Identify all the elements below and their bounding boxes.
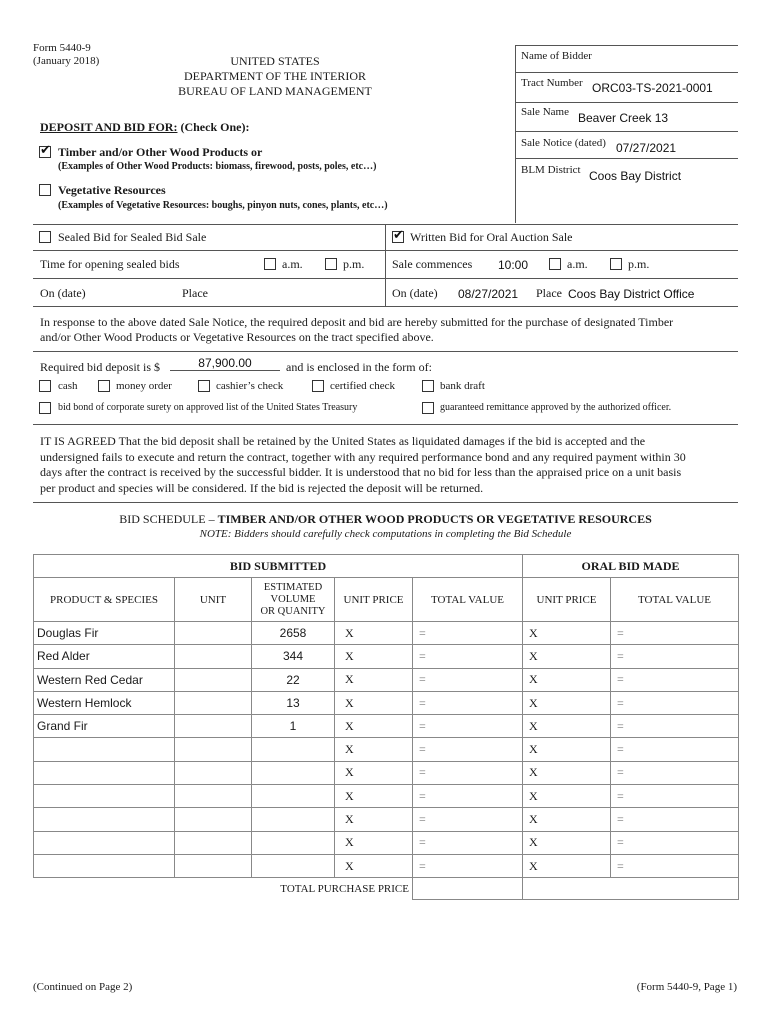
unit-price-cell[interactable]: X bbox=[335, 622, 413, 645]
oral-unit-price-cell[interactable]: X bbox=[523, 738, 611, 761]
oral-on-date-label: On (date) bbox=[392, 286, 438, 300]
statement-line2: and/or Other Wood Products or Vegetative Resources on the tract specified above. bbox=[40, 330, 434, 344]
bidder-row-divider bbox=[515, 131, 738, 132]
total-value-cell[interactable]: = bbox=[413, 785, 523, 808]
total-value-cell[interactable]: = bbox=[413, 622, 523, 645]
bid-schedule-title-bold: TIMBER AND/OR OTHER WOOD PRODUCTS OR VEGETATIVE RESOURCES bbox=[217, 512, 652, 526]
vegetative-label: Vegetative Resources bbox=[58, 183, 166, 197]
bidder-row-divider bbox=[515, 102, 738, 103]
guaranteed-remittance-checkbox[interactable] bbox=[422, 402, 434, 414]
deposit-heading bbox=[40, 120, 249, 135]
col-oral-total-value: TOTAL VALUE bbox=[611, 578, 739, 622]
section-divider bbox=[33, 306, 738, 307]
guaranteed-remittance-label: guaranteed remittance approved by the authorized officer. bbox=[440, 402, 672, 413]
sealed-on-date-label bbox=[40, 286, 86, 301]
total-value-cell[interactable]: = bbox=[413, 854, 523, 877]
section-divider bbox=[33, 424, 738, 425]
bid-schedule-title bbox=[33, 512, 738, 527]
section-divider bbox=[33, 502, 738, 503]
unit-cell[interactable] bbox=[175, 715, 252, 738]
bank-draft-checkbox[interactable] bbox=[422, 380, 434, 392]
unit-cell[interactable] bbox=[175, 645, 252, 668]
col-volume-line1: ESTIMATED bbox=[263, 581, 323, 593]
volume-cell[interactable]: 344 bbox=[252, 645, 335, 668]
oral-unit-price-cell[interactable]: X bbox=[523, 691, 611, 714]
total-purchase-row bbox=[34, 878, 739, 900]
col-volume-line3: OR QUANITY bbox=[260, 605, 326, 617]
bid-rows bbox=[34, 622, 739, 878]
agreement-line4: per product and species will be considered. If the bid is rejected the deposit will be returned. bbox=[40, 480, 484, 495]
oral-total-value-cell[interactable]: = bbox=[611, 854, 739, 877]
timber-label: Timber and/or Other Wood Products or bbox=[58, 145, 263, 159]
agreement-line2: undersigned fails to execute and return the contract, together with any required performance bond and any required payment within 30 bbox=[40, 449, 686, 464]
cashiers-check-checkbox[interactable] bbox=[198, 380, 210, 392]
oral-unit-price-cell[interactable]: X bbox=[523, 831, 611, 854]
certified-check-checkbox[interactable] bbox=[312, 380, 324, 392]
sealed-on-date-text: On (date) bbox=[40, 286, 86, 300]
unit-price-cell[interactable]: X bbox=[335, 785, 413, 808]
oral-unit-price-cell[interactable]: X bbox=[523, 668, 611, 691]
bid-schedule-title-prefix: BID SCHEDULE – bbox=[119, 512, 218, 526]
sealed-bid-checkbox[interactable] bbox=[39, 231, 51, 243]
total-value-cell[interactable]: = bbox=[413, 715, 523, 738]
oral-unit-price-cell[interactable]: X bbox=[523, 854, 611, 877]
money-order-label: money order bbox=[116, 380, 172, 392]
unit-cell[interactable] bbox=[175, 622, 252, 645]
bid-column-header-row bbox=[34, 578, 739, 622]
oral-total-value-cell[interactable]: = bbox=[611, 691, 739, 714]
species-cell[interactable]: Douglas Fir bbox=[34, 622, 175, 645]
blm-district-label: BLM District bbox=[521, 164, 581, 176]
agreement-line3: days after the contract is received by the successful bidder. It is understood that no bid for less than the appraised price on a unit basis bbox=[40, 465, 682, 479]
unit-price-cell[interactable]: X bbox=[335, 808, 413, 831]
col-volume-line2: VOLUME bbox=[270, 593, 316, 605]
sale-name-value[interactable]: Beaver Creek 13 bbox=[578, 111, 669, 125]
bid-submitted-header: BID SUBMITTED bbox=[34, 555, 523, 578]
submission-statement bbox=[40, 315, 673, 345]
footer-page: (Form 5440-9, Page 1) bbox=[636, 981, 737, 993]
species-cell[interactable] bbox=[34, 761, 175, 784]
bid-row bbox=[34, 761, 739, 784]
unit-cell[interactable] bbox=[175, 808, 252, 831]
oral-am-checkbox[interactable] bbox=[549, 258, 561, 270]
bid-row bbox=[34, 715, 739, 738]
tract-number-value[interactable]: ORC03-TS-2021-0001 bbox=[592, 81, 713, 95]
vegetative-examples: (Examples of Vegetative Resources: boughs, pinyon nuts, cones, plants, etc…) bbox=[58, 200, 388, 211]
oral-auction-checkbox[interactable] bbox=[392, 231, 404, 243]
col-oral-unit-price: UNIT PRICE bbox=[523, 578, 611, 622]
species-cell[interactable] bbox=[34, 831, 175, 854]
unit-price-cell[interactable]: X bbox=[335, 691, 413, 714]
cash-checkbox[interactable] bbox=[39, 380, 51, 392]
deposit-amount-value[interactable]: 87,900.00 bbox=[170, 356, 280, 371]
agency-block bbox=[140, 54, 410, 99]
oral-unit-price-cell[interactable]: X bbox=[523, 715, 611, 738]
unit-price-cell[interactable]: X bbox=[335, 645, 413, 668]
timber-examples: (Examples of Other Wood Products: biomass, firewood, posts, poles, etc…) bbox=[58, 161, 377, 172]
bidder-row-divider bbox=[515, 72, 738, 73]
blm-district-value[interactable]: Coos Bay District bbox=[589, 169, 682, 183]
bidder-name-label: Name of Bidder bbox=[521, 50, 592, 62]
certified-check-label: certified check bbox=[330, 380, 396, 392]
volume-cell[interactable]: 1 bbox=[252, 715, 335, 738]
oral-unit-price-cell[interactable]: X bbox=[523, 645, 611, 668]
bid-schedule-table bbox=[33, 554, 739, 900]
deposit-heading-text: DEPOSIT AND BID FOR: bbox=[40, 120, 178, 134]
form-date: (January 2018) bbox=[33, 55, 100, 67]
sealed-pm-checkbox[interactable] bbox=[325, 258, 337, 270]
volume-cell[interactable] bbox=[252, 738, 335, 761]
bid-bond-checkbox[interactable] bbox=[39, 402, 51, 414]
volume-cell[interactable] bbox=[252, 854, 335, 877]
sealed-am-label: a.m. bbox=[282, 257, 303, 271]
total-value-cell[interactable]: = bbox=[413, 831, 523, 854]
total-value-cell[interactable]: = bbox=[413, 645, 523, 668]
total-value-cell[interactable]: = bbox=[413, 668, 523, 691]
sealed-place-label: Place bbox=[182, 286, 208, 300]
total-value-cell[interactable]: = bbox=[413, 691, 523, 714]
sale-type-split bbox=[385, 224, 386, 306]
oral-total-value-cell[interactable]: = bbox=[611, 738, 739, 761]
cash-label: cash bbox=[58, 380, 78, 392]
unit-cell[interactable] bbox=[175, 691, 252, 714]
agency-line1: UNITED STATES bbox=[230, 54, 320, 68]
oral-bid-made-header: ORAL BID MADE bbox=[523, 555, 739, 578]
bid-bond-label: bid bond of corporate surety on approved list of the United States Treasury bbox=[58, 402, 358, 413]
unit-price-cell[interactable]: X bbox=[335, 738, 413, 761]
species-cell[interactable] bbox=[34, 808, 175, 831]
oral-total-value-cell[interactable]: = bbox=[611, 622, 739, 645]
species-cell[interactable]: Western Hemlock bbox=[34, 691, 175, 714]
total-purchase-label: TOTAL PURCHASE PRICE bbox=[34, 878, 413, 900]
oral-pm-label: p.m. bbox=[628, 257, 650, 271]
bidder-row-divider bbox=[515, 158, 738, 159]
volume-cell[interactable]: 13 bbox=[252, 691, 335, 714]
oral-total-value-cell[interactable]: = bbox=[611, 645, 739, 668]
sale-commences-label: Sale commences bbox=[392, 257, 473, 271]
deposit-heading-suffix: (Check One): bbox=[180, 120, 250, 134]
oral-auction-label: Written Bid for Oral Auction Sale bbox=[410, 230, 573, 244]
oral-total-purchase-value[interactable] bbox=[611, 878, 739, 900]
sealed-bid-label: Sealed Bid for Sealed Bid Sale bbox=[58, 230, 207, 244]
oral-total-spacer bbox=[523, 878, 611, 900]
volume-cell[interactable]: 2658 bbox=[252, 622, 335, 645]
deposit-amount-label: Required bid deposit is $ bbox=[40, 360, 160, 374]
unit-price-cell[interactable]: X bbox=[335, 854, 413, 877]
unit-cell[interactable] bbox=[175, 785, 252, 808]
volume-cell[interactable] bbox=[252, 808, 335, 831]
statement-line1: In response to the above dated Sale Notice, the required deposit and bid are hereby submitted for the purchase of designated Timber bbox=[40, 315, 674, 329]
time-opening-label: Time for opening sealed bids bbox=[40, 257, 180, 271]
oral-total-value-cell[interactable]: = bbox=[611, 668, 739, 691]
bid-row bbox=[34, 691, 739, 714]
unit-price-cell[interactable]: X bbox=[335, 668, 413, 691]
bid-row bbox=[34, 645, 739, 668]
species-cell[interactable]: Grand Fir bbox=[34, 715, 175, 738]
sale-notice-label: Sale Notice (dated) bbox=[521, 137, 606, 149]
unit-price-cell[interactable]: X bbox=[335, 715, 413, 738]
unit-price-cell[interactable]: X bbox=[335, 761, 413, 784]
col-unit: UNIT bbox=[175, 578, 252, 622]
total-purchase-value[interactable] bbox=[413, 878, 523, 900]
col-unit-price: UNIT PRICE bbox=[335, 578, 413, 622]
tract-number-label: Tract Number bbox=[521, 77, 583, 89]
oral-total-value-cell[interactable]: = bbox=[611, 715, 739, 738]
unit-cell[interactable] bbox=[175, 668, 252, 691]
bid-row bbox=[34, 738, 739, 761]
bid-group-header-row bbox=[34, 555, 739, 578]
oral-total-value-cell[interactable]: = bbox=[611, 831, 739, 854]
oral-unit-price-cell[interactable]: X bbox=[523, 785, 611, 808]
agency-line2: DEPARTMENT OF THE INTERIOR bbox=[183, 69, 367, 83]
unit-cell[interactable] bbox=[175, 831, 252, 854]
sealed-am-checkbox[interactable] bbox=[264, 258, 276, 270]
oral-place-label: Place bbox=[536, 286, 562, 300]
form-number: Form 5440-9 bbox=[33, 42, 91, 54]
bank-draft-label: bank draft bbox=[440, 380, 485, 392]
cashiers-check-label: cashier’s check bbox=[216, 380, 284, 392]
unit-cell[interactable] bbox=[175, 761, 252, 784]
oral-total-value-cell[interactable]: = bbox=[611, 761, 739, 784]
bid-row bbox=[34, 622, 739, 645]
bid-row bbox=[34, 831, 739, 854]
vegetative-checkbox[interactable] bbox=[39, 184, 51, 196]
oral-unit-price-cell[interactable]: X bbox=[523, 808, 611, 831]
deposit-form-label: and is enclosed in the form of: bbox=[286, 360, 432, 374]
total-value-cell[interactable]: = bbox=[413, 761, 523, 784]
species-cell[interactable]: Western Red Cedar bbox=[34, 668, 175, 691]
bid-row bbox=[34, 668, 739, 691]
bid-row bbox=[34, 785, 739, 808]
species-cell[interactable] bbox=[34, 785, 175, 808]
volume-cell[interactable] bbox=[252, 761, 335, 784]
species-cell[interactable]: Red Alder bbox=[34, 645, 175, 668]
oral-total-value-cell[interactable]: = bbox=[611, 785, 739, 808]
unit-cell[interactable] bbox=[175, 854, 252, 877]
form-number-block bbox=[33, 42, 99, 68]
oral-unit-price-cell[interactable]: X bbox=[523, 761, 611, 784]
sale-notice-value[interactable]: 07/27/2021 bbox=[616, 141, 677, 155]
bid-row bbox=[34, 854, 739, 877]
oral-date-value[interactable]: 08/27/2021 bbox=[458, 287, 519, 301]
unit-cell[interactable] bbox=[175, 738, 252, 761]
total-value-cell[interactable]: = bbox=[413, 808, 523, 831]
col-estimated-volume bbox=[252, 578, 335, 622]
oral-unit-price-cell[interactable]: X bbox=[523, 622, 611, 645]
money-order-checkbox[interactable] bbox=[98, 380, 110, 392]
agency-line3: BUREAU OF LAND MANAGEMENT bbox=[178, 84, 372, 98]
species-cell[interactable] bbox=[34, 738, 175, 761]
oral-place-value[interactable]: Coos Bay District Office bbox=[568, 287, 695, 301]
unit-price-cell[interactable]: X bbox=[335, 831, 413, 854]
oral-pm-checkbox[interactable] bbox=[610, 258, 622, 270]
bid-row bbox=[34, 808, 739, 831]
agreement-text bbox=[40, 434, 686, 496]
oral-am-label: a.m. bbox=[567, 257, 588, 271]
col-total-value: TOTAL VALUE bbox=[413, 578, 523, 622]
sale-commences-value[interactable]: 10:00 bbox=[498, 258, 529, 272]
agreement-line1: IT IS AGREED That the bid deposit shall be retained by the United States as liquidated damages if the bid is accepted and the bbox=[40, 434, 646, 448]
col-product-species: PRODUCT & SPECIES bbox=[34, 578, 175, 622]
sale-name-label: Sale Name bbox=[521, 106, 569, 118]
timber-checkbox[interactable] bbox=[39, 146, 51, 158]
bid-schedule-note: NOTE: Bidders should carefully check computations in completing the Bid Schedule bbox=[199, 528, 572, 540]
footer-continued: (Continued on Page 2) bbox=[33, 981, 133, 993]
sealed-pm-label: p.m. bbox=[343, 257, 365, 271]
section-divider bbox=[33, 351, 738, 352]
species-cell[interactable] bbox=[34, 854, 175, 877]
oral-total-value-cell[interactable]: = bbox=[611, 808, 739, 831]
bidder-box-top-border bbox=[515, 45, 738, 46]
volume-cell[interactable] bbox=[252, 831, 335, 854]
total-value-cell[interactable]: = bbox=[413, 738, 523, 761]
volume-cell[interactable] bbox=[252, 785, 335, 808]
volume-cell[interactable]: 22 bbox=[252, 668, 335, 691]
